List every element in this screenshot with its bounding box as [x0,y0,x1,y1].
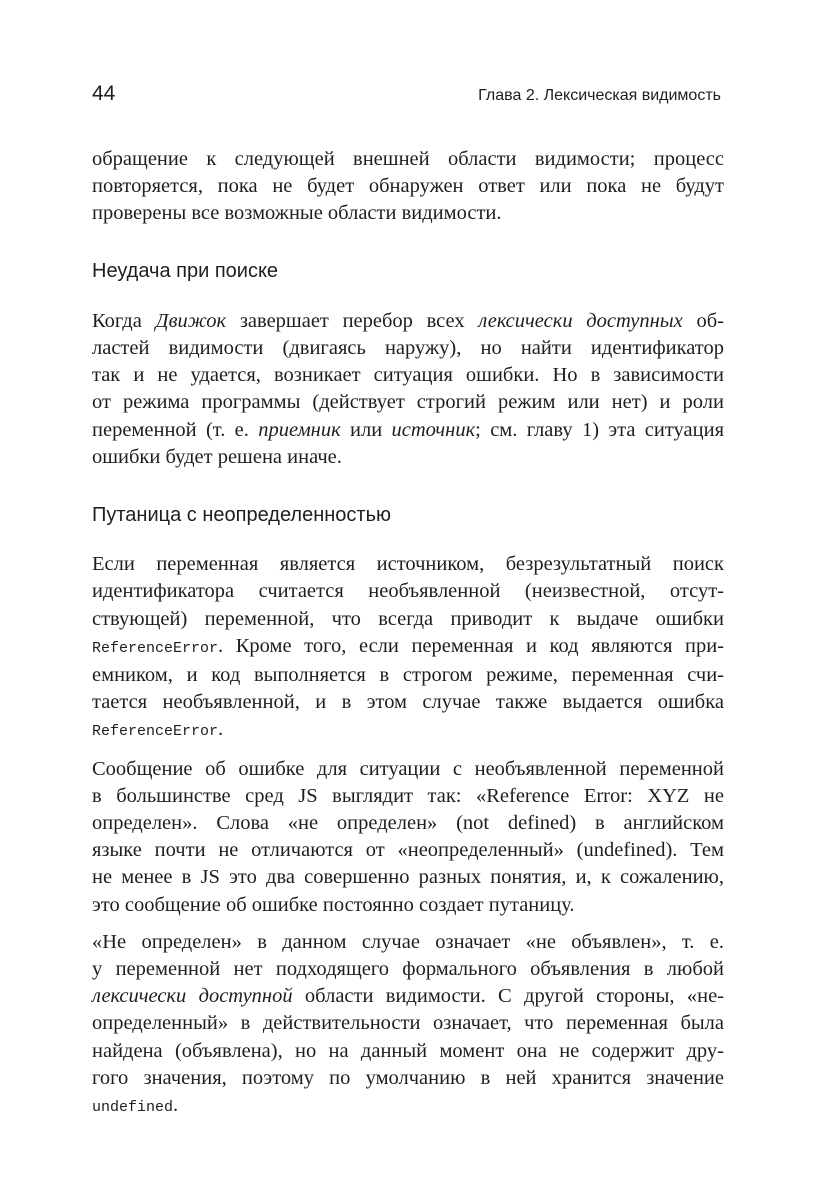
section-heading-lookup-failure: Неудача при поиске [92,259,279,282]
body-text [92,146,724,1131]
reference-error-paragraph: Если переменная является источником, безрезультатный поиск идентификатора считается необъявленной (неизвестной, отсут- ствующей) переменной, что всегда приводит к выдаче ошибки ReferenceError. Кроме того, если переменная и код являются при- емником, и код выполняется в строгом режиме, переменная счи- тается необъявленной, и в этом случае также выдается ошибка ReferenceError. [92,553,724,741]
running-head [92,82,721,106]
error-message-paragraph: Сообщение об ошибке для ситуации с необъявленной переменной в большинстве сред JS выглядит так: «Reference Error: XYZ не определен». Слова «не определен» (not defined) в английском языке почти не отличаются от «неопределенный» (undefined). Тем не менее в JS это два совершенно разных понятия, и, к сожалению, это сообщение об ошибке постоянно создает путаницу. [92,757,724,916]
lookup-failure-paragraph: Когда Движок завершает перебор всех лексически доступных об- ластей видимости (двигаясь наружу), но найти идентификатор так и не удается, возникает ситуация ошибки. Но в зависимости от режима программы (действует строгий режим или нет) и роли переменной (т. е. приемник или источник; см. главу 1) эта ситуация ошибки будет решена иначе. [92,309,725,468]
section-heading-undefined-confusion: Путаница с неопределенностью [92,504,391,527]
inline-code-undefined: undefined [92,1099,174,1117]
not-defined-paragraph: «Не определен» в данном случае означает «не объявлен», т. е. у переменной нет подходящего формального объявления в любой лексически доступной области видимости. С другой стороны, «не- определенный» в действительности означает, что переменная была найдена (объявлена), но на данный момент она не содержит дру- гого значения, поэтому по умолчанию в ней хранится значение undefined. [92,930,724,1117]
page-number: 44 [92,82,116,105]
continued-paragraph: обращение к следующей внешней области видимости; процесс повторяется, пока не будет обнаружен ответ или пока не будут проверены все возможные области видимости. [92,148,724,225]
inline-code-referenceerror: ReferenceError [92,639,219,657]
chapter-title: Глава 2. Лексическая видимость [478,87,721,104]
inline-code-referenceerror: ReferenceError [92,723,219,741]
